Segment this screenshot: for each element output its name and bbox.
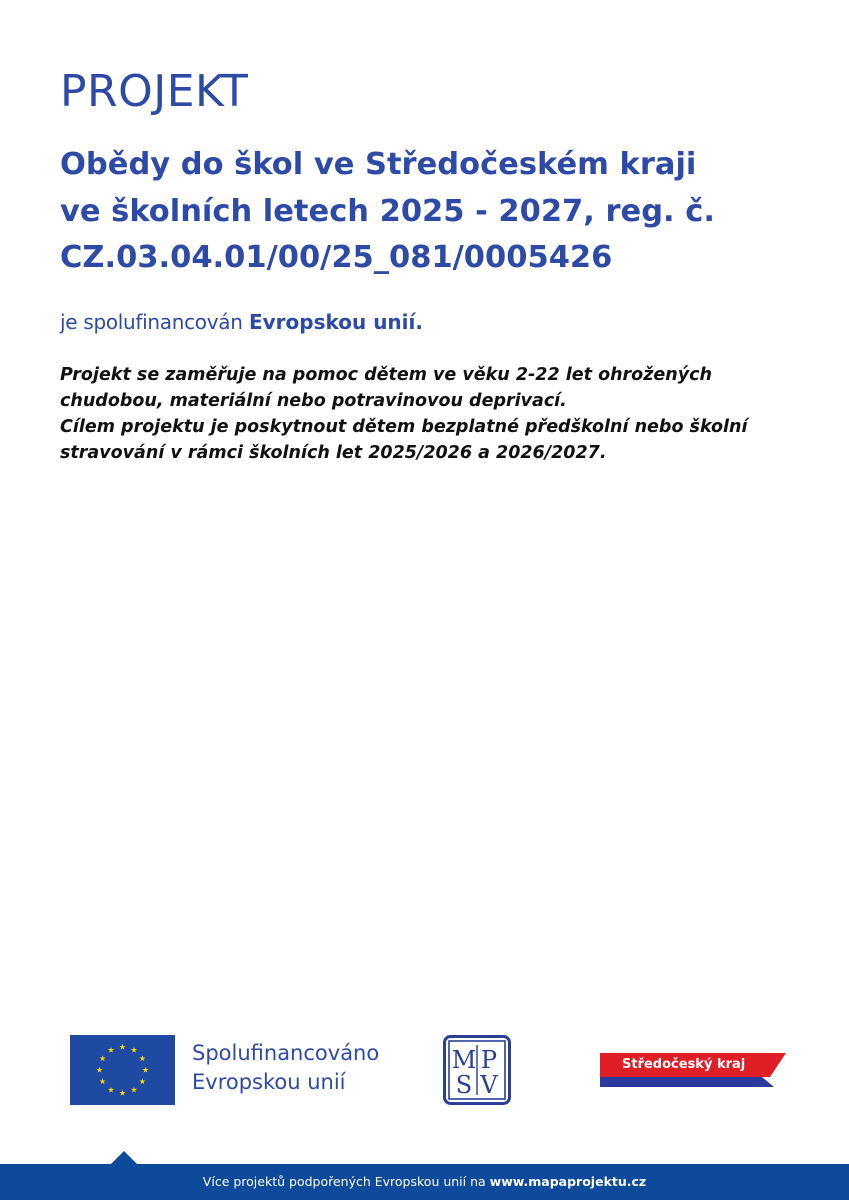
project-title-line: CZ.03.04.01/00/25_081/0005426 — [60, 240, 613, 275]
eu-text-line: Spolufinancováno — [192, 1041, 380, 1065]
project-description — [60, 362, 820, 466]
eu-flag-icon — [70, 1035, 175, 1105]
cofinancing-emphasis: Evropskou unií. — [248, 310, 423, 334]
kraj-logo-label: Středočeský kraj — [622, 1057, 746, 1072]
project-title-line: Obědy do škol ve Středočeském kraji — [60, 147, 697, 182]
stredocesky-kraj-logo — [600, 1053, 786, 1087]
svg-text:S: S — [455, 1071, 473, 1099]
cofinancing-prefix: je spolufinancován — [60, 310, 243, 334]
description-line: Cílem projektu je poskytnout dětem bezplatné předškolní nebo školní — [60, 417, 748, 437]
footer-notch — [110, 1151, 138, 1165]
footer-link[interactable]: www.mapaprojektu.cz — [489, 1174, 647, 1189]
eu-cofunded-text — [192, 1039, 379, 1097]
description-line: stravování v rámci školních let 2025/2026 a 2026/2027. — [60, 443, 607, 463]
project-title — [60, 142, 820, 282]
footer-text — [0, 1173, 849, 1191]
project-title-line: ve školních letech 2025 - 2027, reg. č. — [60, 193, 715, 229]
project-kicker: PROJEKT — [60, 66, 249, 117]
footer-caption: Více projektů podpořených Evropskou unií na — [202, 1174, 486, 1189]
footer-bar — [0, 1164, 849, 1200]
svg-text:P: P — [480, 1046, 498, 1074]
description-line: chudobou, materiální nebo potravinovou deprivací. — [60, 391, 567, 411]
mpsv-logo-icon — [443, 1035, 511, 1105]
svg-text:V: V — [480, 1071, 498, 1099]
svg-text:M: M — [451, 1046, 477, 1074]
eu-text-line: Evropskou unií — [192, 1070, 346, 1094]
description-line: Projekt se zaměřuje na pomoc dětem ve věku 2-22 let ohrožených — [60, 365, 712, 385]
cofinancing-statement — [60, 307, 423, 337]
